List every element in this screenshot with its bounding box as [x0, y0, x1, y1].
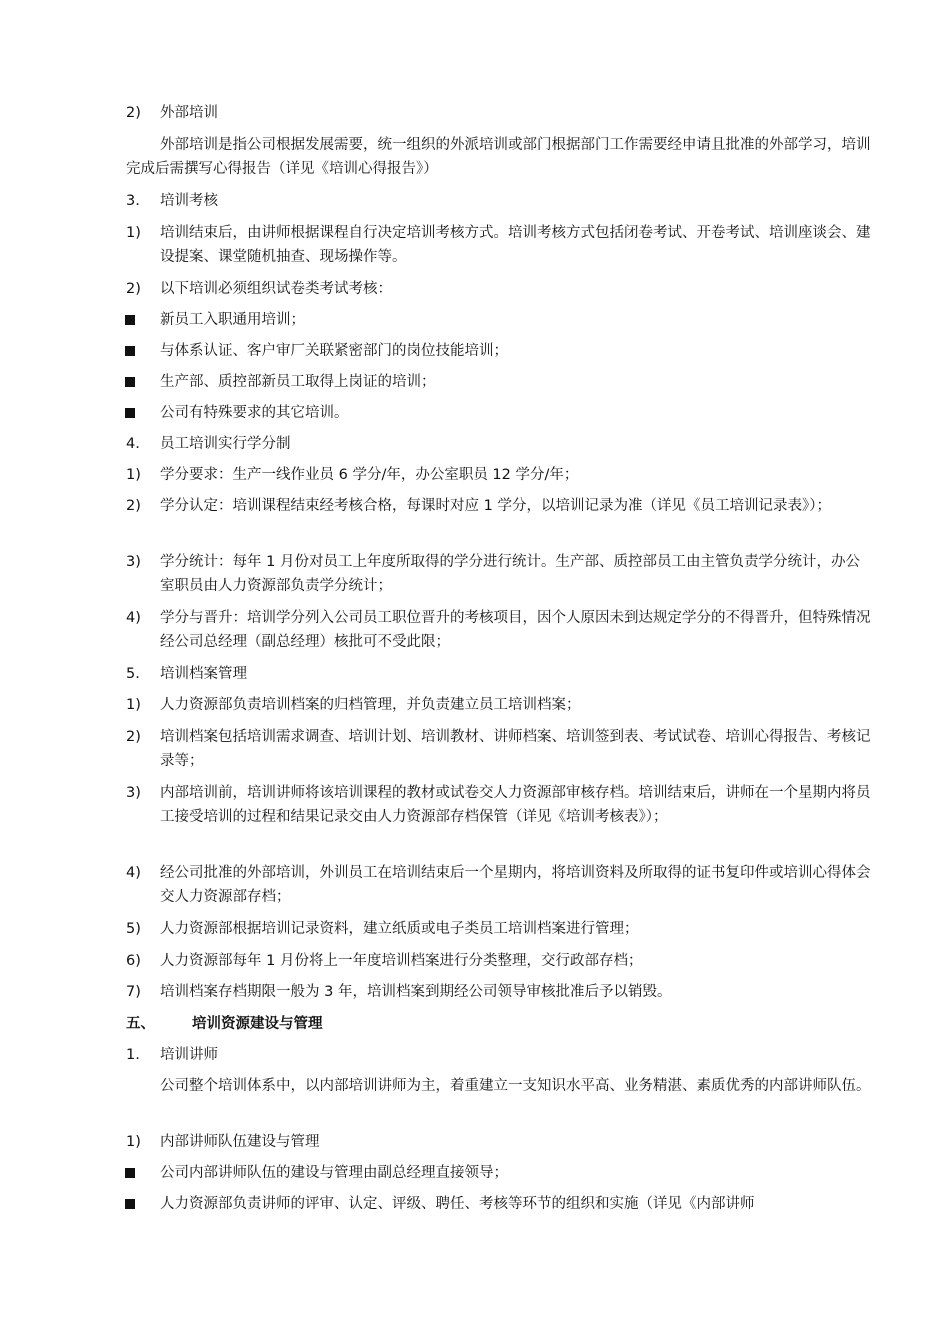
- item-text: 与体系认证、客户审厂关联紧密部门的岗位技能培训；: [160, 343, 508, 359]
- item-number: 2): [126, 498, 141, 514]
- item-number: 1): [126, 1134, 141, 1150]
- item-text: 以下培训必须组织试卷类考试考核：: [160, 281, 392, 297]
- item-text: 员工培训实行学分制: [160, 436, 291, 452]
- square-bullet-icon: [125, 377, 135, 387]
- item-number: 2): [126, 281, 141, 297]
- item-text: 公司内部讲师队伍的建设与管理由副总经理直接领导；: [160, 1165, 508, 1181]
- square-bullet-icon: [125, 1168, 135, 1178]
- item-number: 5): [126, 921, 141, 937]
- item-number: 7): [126, 984, 141, 1000]
- square-bullet-icon: [125, 1199, 135, 1209]
- item-text: 人力资源部每年 1 月份将上一年度培训档案进行分类整理，交行政部存档；: [160, 953, 643, 969]
- chapter-title: 培训资源建设与管理: [192, 1016, 323, 1032]
- item-number: 1): [126, 225, 141, 241]
- item-text: 人力资源部负责培训档案的归档管理，并负责建立员工培训档案；: [160, 697, 581, 713]
- item-text: 培训档案存档期限一般为 3 年，培训档案到期经公司领导审核批准后予以销毁。: [160, 984, 672, 1000]
- item-number: 1): [126, 467, 141, 483]
- square-bullet-icon: [125, 346, 135, 356]
- square-bullet-icon: [125, 408, 135, 418]
- item-text: 学分认定：培训课程结束经考核合格，每课时对应 1 学分，以培训记录为准（详见《员工培训记录表》）；: [160, 498, 831, 514]
- item-number: 3): [126, 554, 141, 570]
- item-text: 培训结束后，由讲师根据课程自行决定培训考核方式。培训考核方式包括闭卷考试、开卷考试、培训座谈会、建设提案、课堂随机抽查、现场操作等。: [160, 225, 871, 265]
- item-number: 1.: [126, 1047, 140, 1063]
- item-text: 培训档案管理: [160, 666, 247, 682]
- item-number: 4.: [126, 436, 140, 452]
- item-text: 培训档案包括培训需求调查、培训计划、培训教材、讲师档案、培训签到表、考试试卷、培训心得报告、考核记录等；: [160, 729, 871, 769]
- item-text: 公司有特殊要求的其它培训。: [160, 405, 349, 421]
- paragraph: 公司整个培训体系中，以内部培训讲师为主，着重建立一支知识水平高、业务精湛、素质优秀的内部讲师队伍。: [160, 1078, 871, 1094]
- item-text: 学分与晋升：培训学分列入公司员工职位晋升的考核项目，因个人原因未到达规定学分的不得晋升，但特殊情况经公司总经理（副总经理）核批可不受此限；: [160, 610, 871, 650]
- item-text: 新员工入职通用培训；: [160, 312, 305, 328]
- item-number: 6): [126, 953, 141, 969]
- square-bullet-icon: [125, 315, 135, 325]
- item-text: 人力资源部负责讲师的评审、认定、评级、聘任、考核等环节的组织和实施（详见《内部讲师: [160, 1196, 755, 1212]
- item-number: 3.: [126, 193, 140, 209]
- paragraph: 外部培训是指公司根据发展需要，统一组织的外派培训或部门根据部门工作需要经申请且批准的外部学习，培训完成后需撰写心得报告（详见《培训心得报告》）: [126, 137, 871, 177]
- item-text: 内部讲师队伍建设与管理: [160, 1134, 320, 1150]
- item-text: 人力资源部根据培训记录资料，建立纸质或电子类员工培训档案进行管理；: [160, 921, 639, 937]
- item-text: 外部培训: [160, 105, 218, 121]
- chapter-number: 五、: [126, 1016, 155, 1032]
- item-text: 培训考核: [160, 193, 218, 209]
- item-number: 5.: [126, 666, 140, 682]
- item-text: 培训讲师: [160, 1047, 218, 1063]
- item-number: 1): [126, 697, 141, 713]
- item-text: 经公司批准的外部培训，外训员工在培训结束后一个星期内，将培训资料及所取得的证书复印件或培训心得体会交人力资源部存档；: [160, 865, 871, 905]
- item-number: 4): [126, 865, 141, 881]
- item-number: 2): [126, 105, 141, 121]
- item-text: 生产部、质控部新员工取得上岗证的培训；: [160, 374, 436, 390]
- item-text: 学分要求：生产一线作业员 6 学分/年，办公室职员 12 学分/年；: [160, 467, 579, 483]
- item-text: 学分统计：每年 1 月份对员工上年度所取得的学分进行统计。生产部、质控部员工由主管负责学分统计，办公室职员由人力资源部负责学分统计；: [160, 554, 860, 594]
- item-number: 3): [126, 785, 141, 801]
- item-number: 4): [126, 610, 141, 626]
- item-text: 内部培训前，培训讲师将该培训课程的教材或试卷交人力资源部审核存档。培训结束后，讲师在一个星期内将员工接受培训的过程和结果记录交由人力资源部存档保管（详见《培训考核表》）；: [160, 785, 871, 825]
- item-number: 2): [126, 729, 141, 745]
